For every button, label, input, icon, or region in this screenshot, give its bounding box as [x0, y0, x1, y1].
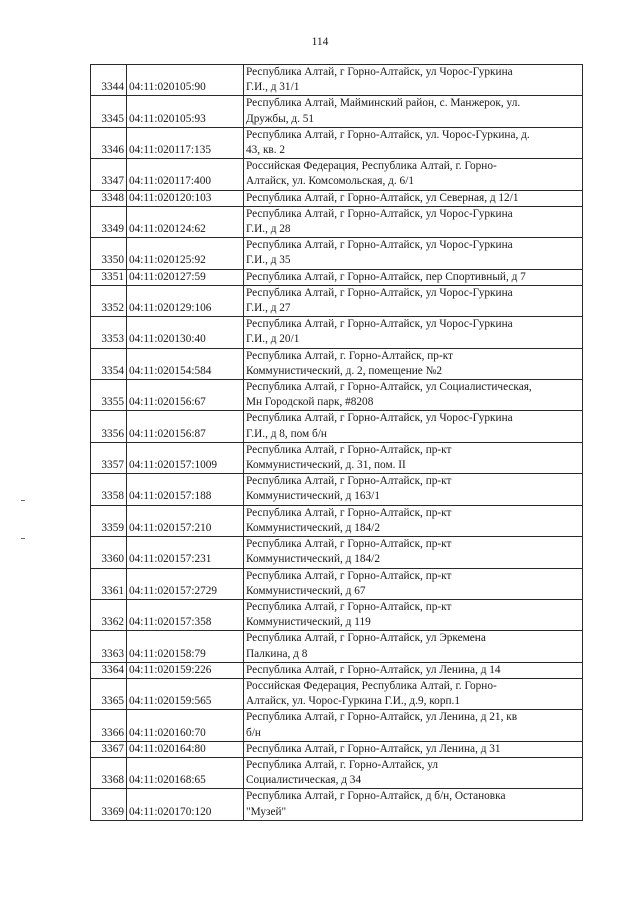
row-number: 3363 [91, 631, 127, 662]
cadastral-number: 04:11:020157:188 [127, 474, 244, 505]
address-line: Республика Алтай, г Горно-Алтайск, пр-кт [246, 538, 452, 551]
address [244, 599, 583, 630]
table-row [91, 317, 583, 348]
address-line: Коммунистический, д 184/2 [246, 521, 380, 534]
cadastral-number: 04:11:020157:2729 [127, 568, 244, 599]
row-number: 3346 [91, 127, 127, 158]
table-row [91, 190, 583, 206]
table-row [91, 269, 583, 285]
table-row [91, 474, 583, 505]
row-number: 3366 [91, 710, 127, 741]
cadastral-number: 04:11:020154:584 [127, 348, 244, 379]
row-number: 3369 [91, 789, 127, 820]
address [244, 380, 583, 411]
cadastral-number: 04:11:020120:103 [127, 190, 244, 206]
address-line: Республика Алтай, г Горно-Алтайск, ул Социалистическая, [246, 381, 532, 394]
cadastral-number: 04:11:020105:90 [127, 65, 244, 96]
cadastral-number: 04:11:020170:120 [127, 789, 244, 820]
address-line: Республика Алтай, г Горно-Алтайск, ул Чорос-Гуркина [246, 412, 513, 425]
address [244, 348, 583, 379]
address [244, 269, 583, 285]
row-number: 3362 [91, 599, 127, 630]
row-number: 3349 [91, 206, 127, 237]
address-line: Г.И., д 20/1 [246, 333, 300, 346]
row-number: 3368 [91, 757, 127, 788]
table-row [91, 678, 583, 709]
address-line: Республика Алтай, г Горно-Алтайск, ул Чорос-Гуркина [246, 207, 513, 220]
row-number: 3344 [91, 65, 127, 96]
cadastral-number: 04:11:020130:40 [127, 317, 244, 348]
cadastral-number: 04:11:020117:135 [127, 127, 244, 158]
cadastral-number: 04:11:020157:231 [127, 537, 244, 568]
row-number: 3361 [91, 568, 127, 599]
address-line: Республика Алтай, г. Горно-Алтайск, пр-кт [246, 349, 453, 362]
address-line: Республика Алтай, г Горно-Алтайск, ул Чорос-Гуркина [246, 286, 513, 299]
table-row [91, 789, 583, 820]
address-line: Республика Алтай, г Горно-Алтайск, ул Ленина, д 14 [246, 663, 501, 676]
address-line: Республика Алтай, г Горно-Алтайск, ул Чорос-Гуркина [246, 239, 513, 252]
row-number: 3359 [91, 505, 127, 536]
cadastral-number: 04:11:020117:400 [127, 159, 244, 190]
address [244, 568, 583, 599]
address-line: Коммунистический, д. 2, помещение №2 [246, 364, 443, 377]
row-number: 3347 [91, 159, 127, 190]
address [244, 206, 583, 237]
cadastral-number: 04:11:020156:67 [127, 380, 244, 411]
address [244, 505, 583, 536]
table-row [91, 710, 583, 741]
cadastral-number: 04:11:020125:92 [127, 238, 244, 269]
cadastral-number: 04:11:020168:65 [127, 757, 244, 788]
row-number: 3348 [91, 190, 127, 206]
table-row [91, 96, 583, 127]
cadastral-number: 04:11:020157:210 [127, 505, 244, 536]
address [244, 317, 583, 348]
address-line: Республика Алтай, г Горно-Алтайск, пр-кт [246, 600, 452, 613]
cadastral-number: 04:11:020124:62 [127, 206, 244, 237]
address-line: Мн Городской парк, #8208 [246, 396, 374, 409]
address-line: "Музей" [246, 805, 287, 818]
address-line: Российская Федерация, Республика Алтай, г. Горно- [246, 679, 497, 692]
address-line: Республика Алтай, г Горно-Алтайск, пр-кт [246, 506, 452, 519]
row-number: 3364 [91, 662, 127, 678]
table-row [91, 127, 583, 158]
address [244, 285, 583, 316]
address [244, 537, 583, 568]
table-row [91, 599, 583, 630]
row-number: 3351 [91, 269, 127, 285]
address-line: Алтайск, ул. Комсомольская, д. 6/1 [246, 175, 414, 188]
margin-mark [21, 538, 25, 539]
page-number: 114 [311, 36, 329, 48]
table-row [91, 206, 583, 237]
table-row [91, 662, 583, 678]
address-line: Республика Алтай, г Горно-Алтайск, ул. Чорос-Гуркина, д. [246, 128, 530, 141]
table-row [91, 285, 583, 316]
row-number: 3353 [91, 317, 127, 348]
address-line: Республика Алтай, г Горно-Алтайск, ул Эркемена [246, 632, 486, 645]
address-line: Республика Алтай, г Горно-Алтайск, ул Ленина, д 21, кв [246, 711, 518, 724]
address [244, 159, 583, 190]
cadastral-number: 04:11:020127:59 [127, 269, 244, 285]
row-number: 3354 [91, 348, 127, 379]
table-row [91, 537, 583, 568]
address-line: Коммунистический, д 163/1 [246, 490, 380, 503]
address-line: 43, кв. 2 [246, 144, 286, 157]
address-line: Республика Алтай, г Горно-Алтайск, ул Чорос-Гуркина [246, 66, 513, 78]
address-line: Алтайск, ул. Чорос-Гуркина Г.И., д.9, корп.1 [246, 695, 460, 708]
cadastral-number: 04:11:020160:70 [127, 710, 244, 741]
address-line: Республика Алтай, г Горно-Алтайск, пр-кт [246, 475, 452, 488]
address-line: Палкина, д 8 [246, 647, 308, 660]
cadastral-number: 04:11:020157:358 [127, 599, 244, 630]
table-row [91, 505, 583, 536]
table-row [91, 741, 583, 757]
address-line: Республика Алтай, г Горно-Алтайск, ул Северная, д 12/1 [246, 191, 519, 204]
registry-table-body [91, 65, 583, 821]
table-row [91, 348, 583, 379]
address-line: б/н [246, 726, 261, 739]
address-line: Коммунистический, д 184/2 [246, 553, 380, 566]
table-row [91, 757, 583, 788]
table-row [91, 159, 583, 190]
row-number: 3352 [91, 285, 127, 316]
address [244, 127, 583, 158]
address [244, 411, 583, 442]
table-row [91, 238, 583, 269]
margin-mark [21, 500, 25, 501]
address [244, 678, 583, 709]
address-line: Республика Алтай, г Горно-Алтайск, пер Спортивный, д 7 [246, 270, 526, 283]
row-number: 3357 [91, 442, 127, 473]
address-line: Г.И., д 27 [246, 302, 291, 315]
cadastral-number: 04:11:020156:87 [127, 411, 244, 442]
address [244, 789, 583, 820]
address-line: Республика Алтай, Майминский район, с. Манжерок, ул. [246, 97, 521, 110]
address [244, 238, 583, 269]
address-line: Г.И., д 8, пом б/н [246, 427, 327, 440]
address [244, 65, 583, 96]
row-number: 3345 [91, 96, 127, 127]
cadastral-number: 04:11:020158:79 [127, 631, 244, 662]
address [244, 710, 583, 741]
table-row [91, 631, 583, 662]
cadastral-number: 04:11:020159:565 [127, 678, 244, 709]
address-line: Республика Алтай, г Горно-Алтайск, пр-кт [246, 569, 452, 582]
row-number: 3355 [91, 380, 127, 411]
registry-table [90, 64, 583, 821]
cadastral-number: 04:11:020164:80 [127, 741, 244, 757]
address-line: Республика Алтай, г Горно-Алтайск, д б/н, Остановка [246, 790, 506, 803]
address-line: Коммунистический, д. 31, пом. II [246, 459, 406, 472]
address [244, 757, 583, 788]
address-line: Коммунистический, д 67 [246, 584, 366, 597]
address-line: Российская Федерация, Республика Алтай, г. Горно- [246, 160, 497, 173]
address [244, 442, 583, 473]
cadastral-number: 04:11:020159:226 [127, 662, 244, 678]
cadastral-number: 04:11:020157:1009 [127, 442, 244, 473]
address [244, 190, 583, 206]
address-line: Республика Алтай, г. Горно-Алтайск, ул [246, 758, 439, 771]
row-number: 3358 [91, 474, 127, 505]
table-row [91, 568, 583, 599]
address [244, 474, 583, 505]
address-line: Социалистическая, д 34 [246, 774, 362, 787]
address [244, 96, 583, 127]
address-line: Дружбы, д. 51 [246, 112, 315, 125]
address-line: Республика Алтай, г Горно-Алтайск, пр-кт [246, 443, 452, 456]
address-line: Г.И., д 31/1 [246, 81, 300, 94]
cadastral-number: 04:11:020105:93 [127, 96, 244, 127]
row-number: 3350 [91, 238, 127, 269]
row-number: 3356 [91, 411, 127, 442]
address-line: Г.И., д 35 [246, 254, 291, 267]
address-line: Г.И., д 28 [246, 223, 291, 236]
cadastral-number: 04:11:020129:106 [127, 285, 244, 316]
table-row [91, 380, 583, 411]
row-number: 3365 [91, 678, 127, 709]
address [244, 662, 583, 678]
address-line: Республика Алтай, г Горно-Алтайск, ул Ленина, д 31 [246, 742, 501, 755]
address [244, 631, 583, 662]
table-row [91, 65, 583, 96]
row-number: 3367 [91, 741, 127, 757]
address [244, 741, 583, 757]
address-line: Коммунистический, д 119 [246, 616, 371, 629]
address-line: Республика Алтай, г Горно-Алтайск, ул Чорос-Гуркина [246, 318, 513, 331]
table-row [91, 442, 583, 473]
row-number: 3360 [91, 537, 127, 568]
table-row [91, 411, 583, 442]
